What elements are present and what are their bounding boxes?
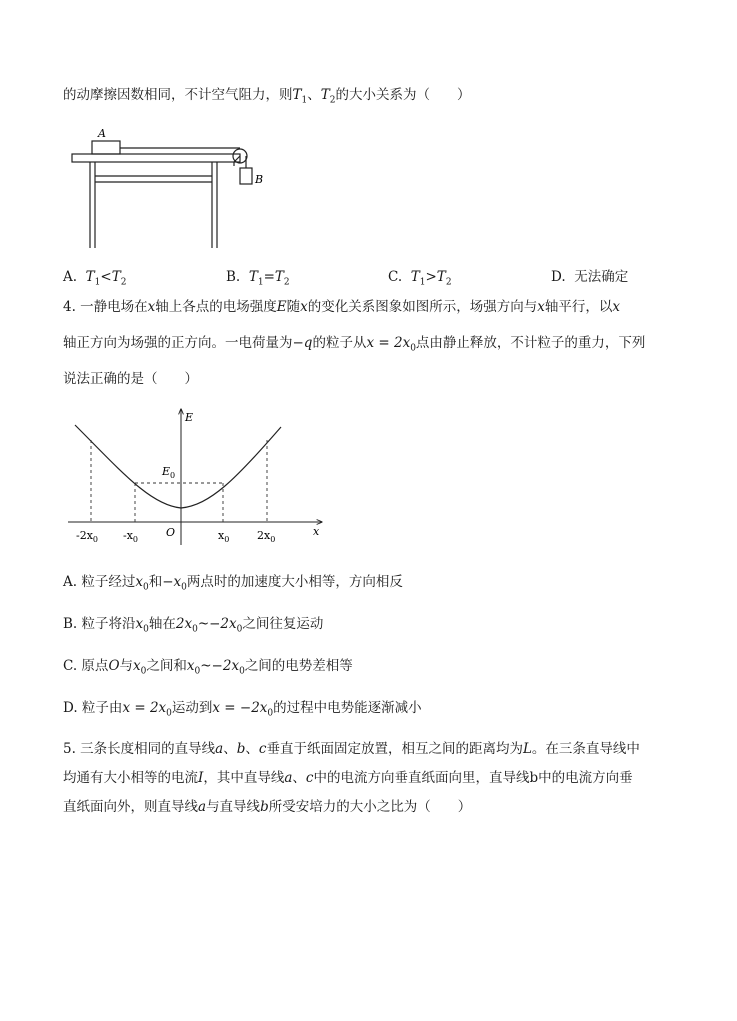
q4-l2-eq: x = 2x <box>366 335 411 351</box>
q4-oD-eq1-sub: 0 <box>166 708 172 719</box>
q3-option-C-rhs: T <box>436 269 446 285</box>
q5-l1-e: 。在三条直导线中 <box>531 741 640 757</box>
q4-l3: 说法正确的是（ ） <box>63 371 198 387</box>
q4-oC-r: −2x <box>211 658 240 674</box>
q5-l2-cv: c <box>305 770 314 786</box>
q4-axis-E-label: E <box>185 411 194 424</box>
q4-l1-x3: x <box>537 299 545 315</box>
q5-stem-line-2 <box>63 769 633 787</box>
q5-l1-c: 、 <box>245 741 259 757</box>
q4-l2-b: 的粒子从 <box>312 335 367 351</box>
q5-l2-I: I <box>198 770 204 786</box>
q3-fig-label-A: A <box>98 127 106 140</box>
q4-oD-c: 的过程中电势能逐渐减小 <box>273 700 422 716</box>
q5-l3-a: 直纸面向外，则直导线 <box>63 799 198 815</box>
q4-oC-a: C. 原点 <box>63 658 109 674</box>
q4-oA-x-sub: 0 <box>142 582 149 593</box>
q4-l1-x4: x <box>612 299 621 315</box>
q5-l2-e: 中的电流方向垂 <box>538 770 633 786</box>
q4-l2-c: 点由静止释放，不计粒子的重力，下列 <box>415 335 646 351</box>
q4-oC-r-sub: 0 <box>239 666 245 677</box>
q3-T1-sub: 1 <box>301 95 308 106</box>
q4-oD-b: 运动到 <box>171 700 213 716</box>
q4-curve <box>75 425 281 508</box>
q4-oB-x: x <box>135 616 144 632</box>
q4-oA-c: 两点时的加速度大小相等，方向相反 <box>186 574 403 590</box>
q4-oB-r2: −2x <box>209 616 237 632</box>
q3-table-figure <box>60 108 280 258</box>
q4-l1-b: 轴上各点的电场强度 <box>155 299 277 315</box>
q3-option-B-op: = <box>263 269 275 285</box>
q3-option-D-label: D. <box>551 269 566 285</box>
q3-option-C-rhs-sub: 2 <box>445 277 452 288</box>
q4-tick-m1: $-x_0$ <box>123 529 139 544</box>
q4-l1-c: 随 <box>286 299 301 315</box>
q4-oD-eq2: x = −2x <box>212 700 268 716</box>
q4-oC-x-sub: 0 <box>140 666 147 677</box>
q4-l1-x1: x <box>147 299 156 315</box>
q4-tick-p1: $x_0$ <box>218 529 230 544</box>
q4-oA-a: A. 粒子经过 <box>63 574 136 590</box>
q3-option-D[interactable] <box>551 268 628 286</box>
q3-option-A-rhs-sub: 2 <box>120 277 127 288</box>
q4-oB-x-sub: 0 <box>143 624 149 635</box>
q4-oB-c: ~ <box>197 616 210 632</box>
q4-origin-label: O <box>166 526 176 539</box>
q3-option-A[interactable] <box>63 268 126 292</box>
q3-option-B-rhs-sub: 2 <box>283 277 290 288</box>
q5-l2-b: ，其中直导线 <box>203 770 285 786</box>
q3-option-C-op: > <box>425 269 437 285</box>
q3-T2: T <box>320 87 330 103</box>
q5-stem-line-3 <box>63 798 471 816</box>
q4-oA-x2: x <box>173 574 182 590</box>
q4-option-C[interactable] <box>63 657 353 681</box>
q5-l2-d: 中的电流方向垂直纸面向里，直导线 <box>313 770 530 786</box>
q4-l1-E: E <box>276 299 287 315</box>
q5-l3-c: 所受安培力的大小之比为（ ） <box>268 799 472 815</box>
q4-l1-d: 的变化关系图象如图所示，场强方向与 <box>307 299 538 315</box>
q4-l2-q: −q <box>292 335 313 351</box>
q5-l2-av: a <box>284 770 293 786</box>
q5-l1-L: L <box>522 741 532 757</box>
q4-stem-line-3 <box>63 370 198 388</box>
q3-stem-line <box>63 86 471 110</box>
q5-l3-b: 与直导线 <box>206 799 261 815</box>
q4-oB-r1-sub: 0 <box>192 624 198 635</box>
q5-l1-bv: b <box>236 741 246 757</box>
q4-oB-b: 轴在 <box>148 616 176 632</box>
q4-l1-a: 4. 一静电场在 <box>63 299 148 315</box>
q3-option-C-label: C. <box>388 269 403 285</box>
q5-l2-c: 、 <box>292 770 306 786</box>
q4-oC-O: O <box>108 658 120 674</box>
q3-option-A-lhs-sub: 1 <box>94 277 101 288</box>
q4-tick-p2: $2x_0$ <box>257 529 276 544</box>
q5-l1-cv: c <box>258 741 267 757</box>
q4-oB-a: B. 粒子将沿 <box>63 616 136 632</box>
q3-option-B-rhs: T <box>274 269 284 285</box>
q4-oA-b: 和− <box>148 574 174 590</box>
q3-option-B-lhs-sub: 1 <box>257 277 264 288</box>
q3-sep: 、 <box>307 87 321 103</box>
q4-oB-r1: 2x <box>175 616 193 632</box>
q4-oC-x2-sub: 0 <box>194 666 201 677</box>
q4-axis-x-label: x <box>313 525 320 538</box>
q4-oC-c: 之间和 <box>146 658 187 674</box>
q4-oD-eq2-sub: 0 <box>267 708 274 719</box>
q4-oB-r2-sub: 0 <box>236 624 243 635</box>
q5-l1-av: a <box>215 741 224 757</box>
q5-l2-a: 均通有大小相等的电流 <box>63 770 198 786</box>
q5-l1-b: 、 <box>223 741 237 757</box>
q4-option-B[interactable] <box>63 615 323 639</box>
q3-option-B[interactable] <box>226 268 290 292</box>
q3-option-B-label: B. <box>226 269 241 285</box>
q4-stem-line-2 <box>63 334 645 358</box>
q5-l3-av: a <box>198 799 207 815</box>
q3-T2-sub: 2 <box>329 95 336 106</box>
q3-option-B-lhs: T <box>248 269 258 285</box>
q4-field-graph <box>60 405 330 550</box>
q3-option-C[interactable] <box>388 268 452 292</box>
q4-oA-x2-sub: 0 <box>181 582 187 593</box>
q4-oD-eq1: x = 2x <box>122 700 167 716</box>
q3-option-C-lhs: T <box>410 269 420 285</box>
q3-option-D-text: 无法确定 <box>574 269 629 285</box>
q4-l2-a: 轴正方向为场强的正方向。一电荷量为 <box>63 335 293 351</box>
q3-option-A-rhs: T <box>111 269 121 285</box>
q4-option-D[interactable] <box>63 699 422 723</box>
q4-oD-a: D. 粒子由 <box>63 700 123 716</box>
q3-option-A-label: A. <box>63 269 78 285</box>
q4-oA-x: x <box>135 574 143 590</box>
q5-stem-line-1 <box>63 740 640 758</box>
q4-tick-m2: $-2x_0$ <box>76 529 99 544</box>
q5-l2-bv: b <box>529 770 539 786</box>
q3-T1: T <box>292 87 302 103</box>
q4-option-A[interactable] <box>63 573 403 597</box>
q3-fig-label-B: B <box>255 173 264 186</box>
q3-option-A-op: < <box>100 269 112 285</box>
q4-E0-label: $E_0$ <box>162 465 176 480</box>
q4-l1-e: 轴平行，以 <box>544 299 613 315</box>
q4-l2-eq-sub: 0 <box>410 343 416 354</box>
q4-l1-x2: x <box>300 299 308 315</box>
q4-oC-d: ~ <box>200 658 212 674</box>
q3-stem-text-2: 的大小关系为（ ） <box>335 87 471 103</box>
q3-option-A-lhs: T <box>85 269 95 285</box>
q3-stem-text: 的动摩擦因数相同，不计空气阻力，则 <box>63 87 293 103</box>
q4-oC-x: x <box>133 658 141 674</box>
q5-l1-a: 5. 三条长度相同的直导线 <box>63 741 216 757</box>
q5-l1-d: 垂直于纸面固定放置，相互之间的距离均为 <box>266 741 523 757</box>
q4-stem-line-1 <box>63 298 620 316</box>
q3-option-C-lhs-sub: 1 <box>419 277 426 288</box>
q4-oC-b: 与 <box>119 658 134 674</box>
q5-l3-bv: b <box>260 799 269 815</box>
q4-oC-e: 之间的电势差相等 <box>244 658 353 674</box>
q4-oC-x2: x <box>186 658 195 674</box>
q4-oB-d: 之间往复运动 <box>242 616 324 632</box>
